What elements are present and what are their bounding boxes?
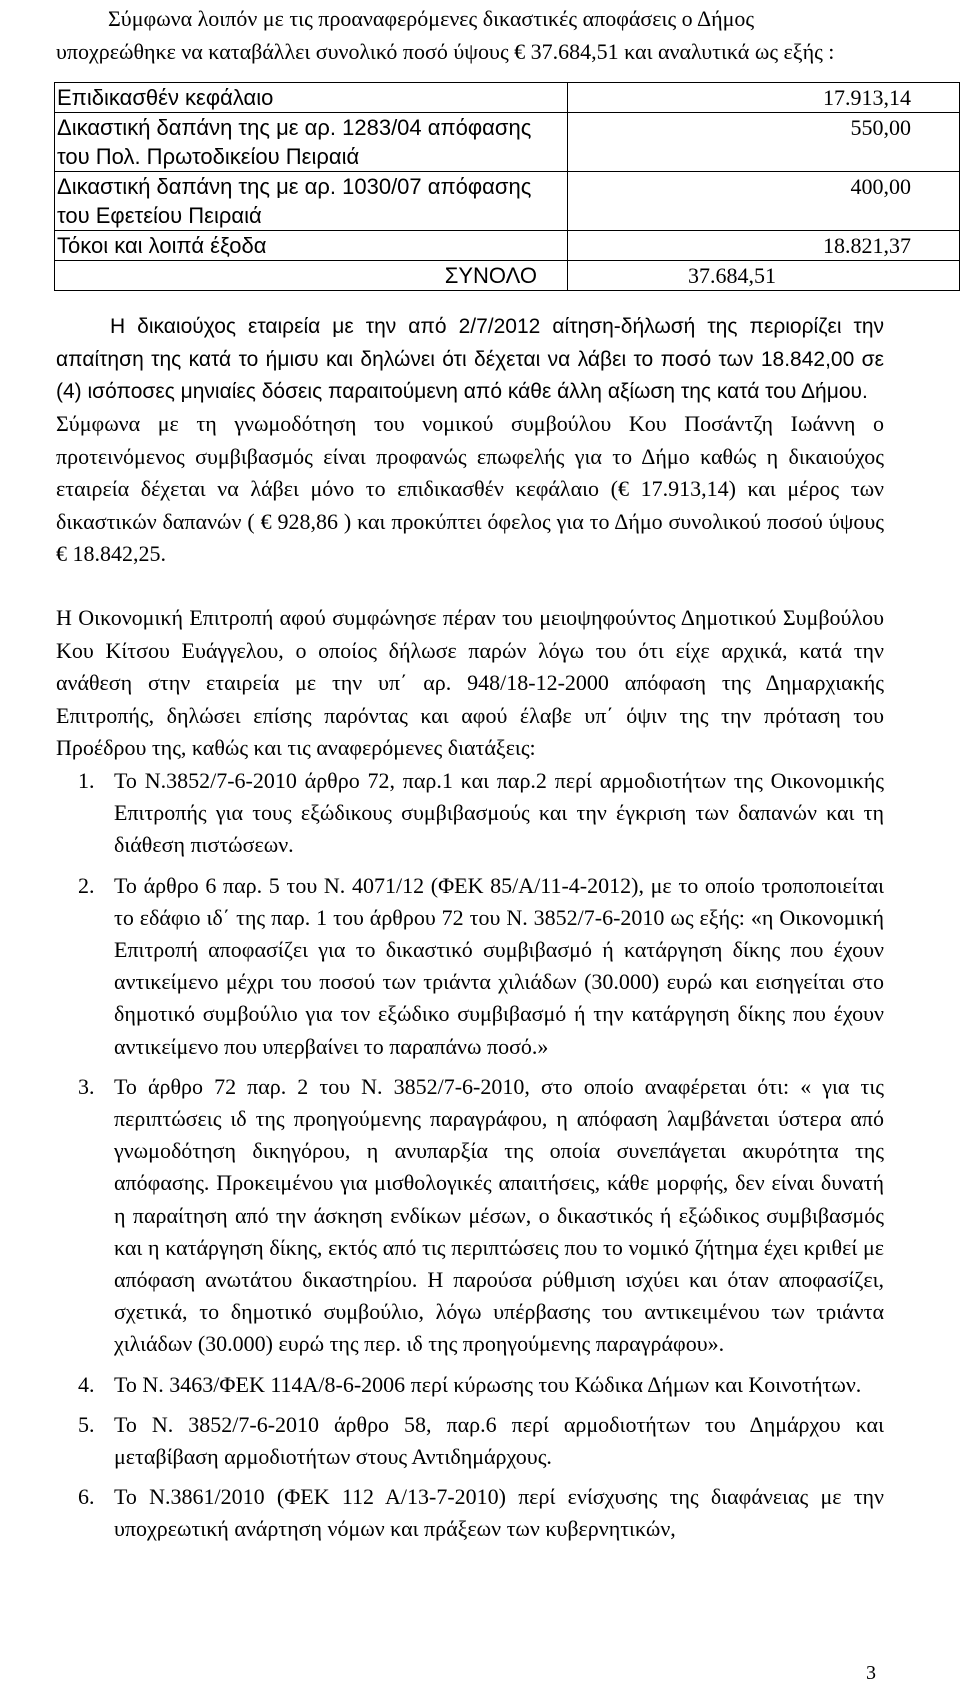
amount-label: Δικαστική δαπάνη της με αρ. 1030/07 απόφασης του Εφετείου Πειραιά: [55, 172, 568, 231]
opinion-paragraph: [56, 408, 884, 571]
amount-label: Επιδικασθέν κεφάλαιο: [55, 83, 568, 113]
intro-paragraph: [56, 2, 886, 68]
list-item: [56, 870, 884, 1063]
amount-value: 400,00: [567, 172, 959, 231]
committee-text: Η Οικονομική Επιτροπή αφού συμφώνησε πέραν του μειοψηφούντος Δημοτικού Συμβούλου Κου Κίτσου Ευάγγελου, ο οποίος δήλωσε παρών λόγω του ότι είχε αρχικά, κατά την ανάθεση στην εταιρεία με την υπ΄ αρ. 948/18-12-2000 απόφαση της Δημαρχιακής Επιτροπής, δηλώσει επίσης παρόντας και αφού έλαβε υπ΄ όψιν της την πρόταση του Προέδρου της, καθώς και τις αναφερόμενες διατάξεις:: [56, 605, 884, 761]
list-item-text: Το Ν. 3463/ΦΕΚ 114Α/8-6-2006 περί κύρωσης του Κώδικα Δήμων και Κοινοτήτων.: [114, 1371, 862, 1397]
table-row: [55, 231, 960, 261]
list-item-number: 6.: [78, 1484, 95, 1510]
list-item: [56, 1409, 884, 1473]
provisions-list: [56, 765, 884, 1546]
table-row: [55, 83, 960, 113]
table-total-row: [55, 261, 960, 291]
list-item: [56, 1071, 884, 1361]
page-number: 3: [866, 1662, 876, 1684]
list-item-text: Το Ν.3861/2010 (ΦΕΚ 112 Α/13-7-2010) περί ενίσχυσης της διαφάνειας με την υποχρεωτική ανάρτηση νόμων και πράξεων των κυβερνητικών,: [114, 1484, 884, 1542]
list-item-text: Το άρθρο 6 παρ. 5 του Ν. 4071/12 (ΦΕΚ 85/Α/11-4-2012), με το οποίο τροποποιείται το εδάφιο ιδ΄ της παρ. 1 του άρθρου 72 του Ν. 3852/7-6-2010 ως εξής: «η Οικονομική Επιτροπή αποφασίζει για το δικαστικό συμβιβασμό ή κατάργηση δίκης που έχουν αντικείμενο μέχρι του ποσού των τριάντα χιλιάδων (30.000) ευρώ και εισηγείται στο δημοτικό συμβούλιο για τον εξώδικο συμβιβασμό ή την κατάργηση δίκης που έχουν αντικείμενο που υπερβαίνει το παραπάνω ποσό.»: [114, 872, 884, 1059]
opinion-text: Σύμφωνα με τη γνωμοδότηση του νομικού συμβούλου Κου Ποσάντζη Ιωάννη ο προτεινόμενος συμβιβασμός είναι προφανώς επωφελής για το Δήμο καθώς η δικαιούχος εταιρεία δέχεται να λάβει μόνο το επιδικασθέν κεφάλαιο (€ 17.913,14) και μέρος των δικαστικών δαπανών ( € 928,86 ) και προκύπτει όφελος για το Δήμο συνολικού ποσού ύψους € 18.842,25.: [56, 411, 884, 567]
total-value: 37.684,51: [567, 261, 959, 291]
table-row: [55, 113, 960, 172]
intro-line-2: υποχρεώθηκε να καταβάλλει συνολικό ποσό ύψους € 37.684,51 και αναλυτικά ως εξής :: [56, 39, 835, 64]
list-item-number: 1.: [78, 768, 95, 793]
list-item-text: Το Ν.3852/7-6-2010 άρθρο 72, παρ.1 και παρ.2 περί αρμοδιοτήτων της Οικονομικής Επιτροπής για τους εξώδικους συμβιβασμούς και την έγκριση των δαπανών και τη διάθεση πιστώσεων.: [114, 768, 884, 858]
intro-line-1: Σύμφωνα λοιπόν με τις προαναφερόμενες δικαστικές αποφάσεις ο Δήμος: [108, 6, 755, 31]
claim-text: Η δικαιούχος εταιρεία με την από 2/7/2012 αίτηση-δήλωσή της περιορίζει την απαίτηση της κατά το ήμισυ και δηλώνει ότι δέχεται να λάβει το ποσό των 18.842,00 σε (4) ισόποσες μηνιαίες δόσεις παραιτούμενη από κάθε άλλη αξίωση της κατά του Δήμου.: [56, 315, 884, 404]
list-item-number: 4.: [78, 1371, 95, 1397]
amount-label: Τόκοι και λοιπά έξοδα: [55, 231, 568, 261]
total-label: ΣΥΝΟΛΟ: [55, 261, 568, 291]
list-item-number: 2.: [78, 872, 95, 898]
committee-paragraph: [56, 602, 884, 765]
table-row: [55, 172, 960, 231]
amount-label: Δικαστική δαπάνη της με αρ. 1283/04 απόφασης του Πολ. Πρωτοδικείου Πειραιά: [55, 113, 568, 172]
list-item-number: 5.: [78, 1411, 95, 1437]
amount-value: 18.821,37: [567, 231, 959, 261]
list-item-number: 3.: [78, 1073, 95, 1099]
list-item: [56, 1369, 884, 1401]
claim-paragraph: [56, 311, 884, 409]
amount-value: 17.913,14: [567, 83, 959, 113]
amounts-table: [54, 82, 960, 291]
list-item-text: Το Ν. 3852/7-6-2010 άρθρο 58, παρ.6 περί αρμοδιοτήτων του Δημάρχου και μεταβίβαση αρμοδιοτήτων στους Αντιδημάρχους.: [114, 1411, 884, 1470]
list-item: [56, 1481, 884, 1545]
list-item-text: Το άρθρο 72 παρ. 2 του Ν. 3852/7-6-2010, στο οποίο αναφέρεται ότι: « για τις περιπτώσεις ιδ της προηγούμενης παραγράφου, η απόφαση λαμβάνεται ύστερα από γνωμοδότηση δικηγόρου, η ανυπαρξία της οποία συνεπάγεται ακυρότητα της απόφασης. Προκειμένου για μισθολογικές απαιτήσεις, κάθε μορφής, δεν είναι δυνατή η παραίτηση από την άσκηση ενδίκων μέσων, ο δικαστικός ή εξώδικος συμβιβασμός και η κατάργηση δίκης, εκτός από τις περιπτώσεις που το νομικό ζήτημα έχει κριθεί με απόφαση ανωτάτου δικαστηρίου. Η παρούσα ρύθμιση ισχύει και όταν αποφασίζει, σχετικά, το δημοτικό συμβούλιο, λόγω υπέρβασης του αντικειμένου των τριάντα χιλιάδων (30.000) ευρώ της περ. ιδ της προηγούμενης παραγράφου».: [114, 1073, 884, 1357]
amount-value: 550,00: [567, 113, 959, 172]
list-item: [56, 765, 884, 862]
